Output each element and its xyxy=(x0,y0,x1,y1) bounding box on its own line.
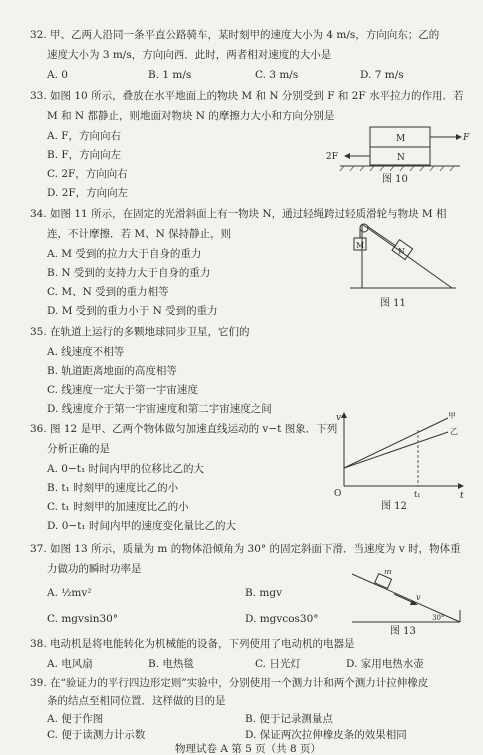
label-n: N xyxy=(398,247,405,256)
q34-option-a: A. M 受到的拉力大于自身的重力 xyxy=(47,248,202,260)
figure-11-caption: 图 11 xyxy=(380,298,406,309)
q35-option-d: D. 线速度介于第一宇宙速度和第二宇宙速度之间 xyxy=(47,403,272,415)
q33-option-d: D. 2F，方向向左 xyxy=(47,187,129,199)
series-jia-label: 甲 xyxy=(448,412,456,420)
origin-label: O xyxy=(334,489,342,499)
series-yi-line xyxy=(344,432,448,468)
q34-option-b: B. N 受到的支持力大于自身的重力 xyxy=(47,267,211,279)
q38-stem-line1: 38. 电动机是将电能转化为机械能的设备，下列使用了电动机的电器是 xyxy=(30,638,355,650)
q36-option-a: A. 0−t₁ 时间内甲的位移比乙的大 xyxy=(47,463,205,475)
q36-stem-line2: 分析正确的是 xyxy=(47,443,110,455)
q39-option-d: D. 保证两次拉伸橡皮条的效果相同 xyxy=(245,729,407,741)
q36-option-c: C. t₁ 时刻甲的加速度比乙的小 xyxy=(47,501,189,513)
q32-option-a: A. 0 xyxy=(47,69,68,81)
page-footer: 物理试卷 A 第 5 页（共 8 页） xyxy=(175,743,321,755)
q32-option-c: C. 3 m/s xyxy=(255,69,299,81)
q38-option-b: B. 电热毯 xyxy=(148,658,194,670)
figure-10 xyxy=(320,124,470,186)
q35-stem-line1: 35. 在轨道上运行的多颗地球同步卫星，它们的 xyxy=(30,326,250,338)
q32-stem-line2: 速度大小为 3 m/s，方向向西．此时，两者相对速度的大小是 xyxy=(47,49,332,61)
q33-option-b: B. F，方向向左 xyxy=(47,149,122,161)
figure-13 xyxy=(348,570,464,636)
label-2f: 2F xyxy=(326,152,338,162)
figure-10-caption: 图 10 xyxy=(382,174,408,185)
q37-option-a: A. ½mv² xyxy=(47,587,92,599)
q35-option-b: B. 轨道距离地面的高度相等 xyxy=(47,365,177,377)
series-jia-line xyxy=(344,418,448,468)
q39-option-a: A. 便于作图 xyxy=(47,713,104,725)
q39-stem-line1: 39. 在“验证力的平行四边形定则”实验中，分别使用一个测力计和两个测力计拉伸橡皮 xyxy=(30,677,429,689)
label-m: M xyxy=(396,134,406,144)
q33-option-a: A. F，方向向右 xyxy=(47,130,122,142)
q34-option-d: D. M 受到的重力小于 N 受到的重力 xyxy=(47,305,218,317)
figure-12 xyxy=(330,412,470,504)
angle-label: 30° xyxy=(432,614,445,622)
q34-stem-line2: 连，不计摩擦．若 M、N 保持静止，则 xyxy=(47,228,232,240)
q36-option-d: D. 0−t₁ 时间内甲的速度变化量比乙的大 xyxy=(47,520,236,532)
figure-12-caption: 图 12 xyxy=(381,501,407,512)
q37-stem-line2: 力做功的瞬时功率是 xyxy=(47,563,142,575)
figure-13-caption: 图 13 xyxy=(390,626,416,636)
mass-label: m xyxy=(384,570,392,576)
q33-stem-line2: M 和 N 都静止，则地面对物块 N 的摩擦力大小和方向分别是 xyxy=(47,110,335,122)
force-2f-arrowhead xyxy=(344,153,350,159)
ground-hatch xyxy=(340,166,454,171)
q37-option-d: D. mgvcos30° xyxy=(245,613,319,625)
q39-stem-line2: 条的结点至相同位置．这样做的目的是 xyxy=(47,695,226,707)
t-axis-label: t xyxy=(460,491,464,501)
q36-stem-line1: 36. 图 12 是甲、乙两个物体做匀加速直线运动的 v−t 图象．下列 xyxy=(30,423,338,435)
q38-option-a: A. 电风扇 xyxy=(47,658,93,670)
q37-option-c: C. mgvsin30° xyxy=(47,613,119,625)
label-n: N xyxy=(397,153,405,163)
velocity-label: v xyxy=(416,593,421,602)
velocity-arrow xyxy=(394,594,414,603)
force-f-arrowhead xyxy=(456,134,462,140)
q39-option-b: B. 便于记录测量点 xyxy=(245,713,333,725)
q32-option-b: B. 1 m/s xyxy=(148,69,192,81)
q32-option-d: D. 7 m/s xyxy=(360,69,404,81)
q37-option-b: B. mgv xyxy=(245,587,283,599)
t1-tick-label: t₁ xyxy=(414,490,421,499)
t-axis-arrowhead xyxy=(458,483,464,489)
series-yi-label: 乙 xyxy=(450,427,458,436)
q36-option-b: B. t₁ 时刻甲的速度比乙的小 xyxy=(47,482,179,494)
q35-option-c: C. 线速度一定大于第一宇宙速度 xyxy=(47,384,198,396)
q38-option-d: D. 家用电热水壶 xyxy=(346,658,424,670)
rope-incline xyxy=(367,226,396,246)
q34-stem-line1: 34. 如图 11 所示，在固定的光滑斜面上有一物块 N，通过轻绳跨过轻质滑轮与物块 M 相 xyxy=(30,208,447,220)
figure-11 xyxy=(340,222,460,314)
v-axis-label: v xyxy=(336,413,342,423)
q38-option-c: C. 日光灯 xyxy=(255,658,301,670)
v-axis-arrowhead xyxy=(341,412,347,418)
label-m: M xyxy=(356,241,365,250)
q32-stem-line1: 32. 甲、乙两人沿同一条平直公路骑车，某时刻甲的速度大小为 4 m/s，方向向东；乙的 xyxy=(30,29,440,41)
q37-stem-line1: 37. 如图 13 所示，质量为 m 的物体沿倾角为 30° 的固定斜面下滑．当速度为 v 时，物体重 xyxy=(30,543,461,555)
q39-option-c: C. 便于读测力计示数 xyxy=(47,729,146,741)
q35-option-a: A. 线速度不相等 xyxy=(47,346,125,358)
q33-option-c: C. 2F，方向向右 xyxy=(47,168,128,180)
q33-stem-line1: 33. 如图 10 所示，叠放在水平地面上的物块 M 和 N 分别受到 F 和 2F 水平拉力的作用．若 xyxy=(30,90,464,102)
q34-option-c: C. M、N 受到的重力相等 xyxy=(47,286,169,298)
label-f: F xyxy=(463,133,470,143)
